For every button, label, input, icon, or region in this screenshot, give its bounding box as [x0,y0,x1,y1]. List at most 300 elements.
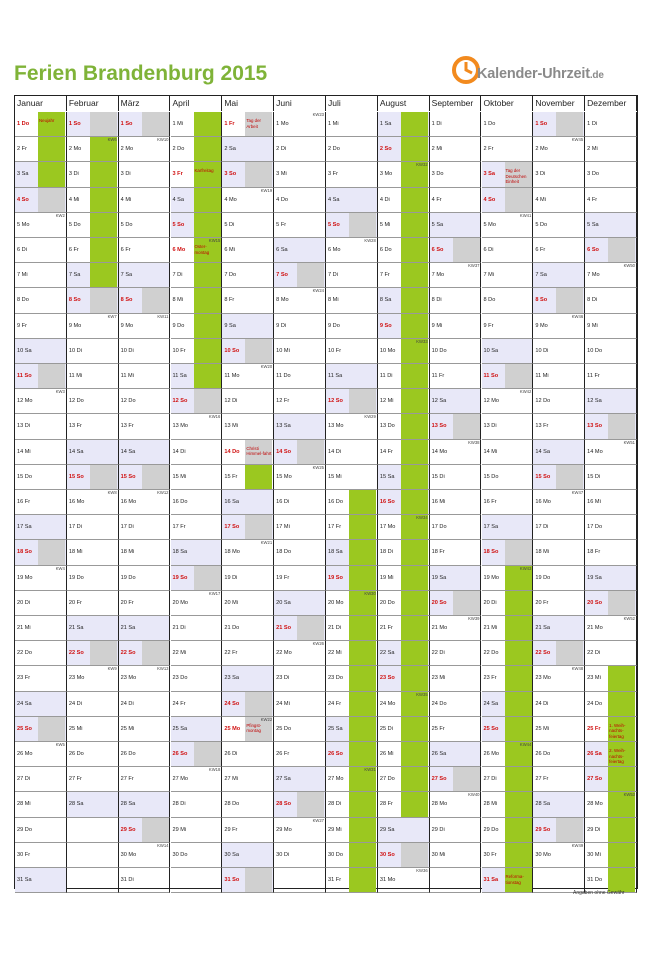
day-label: 24 Di [68,700,82,707]
day-info [556,692,583,716]
day-cell [171,314,223,339]
week-number: KW34 [416,515,428,521]
day-info [608,213,635,237]
day-label: 3 Fr [172,171,183,178]
holiday-note: Neujahr [39,118,55,123]
day-cell [326,818,378,843]
day-cell [326,717,378,742]
day-info [556,288,583,312]
day-info [90,188,117,212]
day-info [349,339,376,363]
day-label: 22 Mi [328,650,342,657]
day-label: 3 Sa [17,171,29,178]
day-label: 9 Mi [587,322,598,329]
day-cell [171,288,223,313]
day-info [401,767,428,791]
day-label: 9 Fr [17,322,27,329]
day-label: 29 So [120,826,136,833]
day-cell [274,692,326,717]
day-info [194,339,221,363]
day-label: 15 Mi [328,473,342,480]
day-label: 15 Di [431,473,445,480]
day-cell [378,490,430,515]
day-label: 27 Mi [224,776,239,783]
day-label: 28 Do [224,801,240,808]
day-info [505,616,532,640]
day-cell [378,818,430,843]
day-label: 30 Mo [535,851,551,858]
day-label: 11 Fr [587,373,600,379]
day-info [505,591,532,615]
day-info [90,616,117,640]
day-label: 21 Mo [431,625,448,631]
day-cell [585,591,637,616]
day-label: 4 Sa [328,196,340,203]
holiday-note: 2. Weih-nachts-feiertag [609,748,626,764]
day-cell [222,868,274,893]
week-number: KW21 [260,540,273,546]
day-info [90,566,117,590]
day-info [297,616,324,640]
day-info [142,566,169,590]
day-cell [222,288,274,313]
day-label: 1 Mi [172,121,184,127]
day-info [142,414,169,438]
day-info [297,591,324,615]
day-info [194,616,221,640]
week-number: KW16 [208,414,221,420]
day-cell [171,364,223,389]
day-cell [274,389,326,414]
day-label: 24 Sa [483,700,499,707]
day-label: 9 So [379,322,392,329]
day-cell [533,162,585,187]
day-cell [222,566,274,591]
day-label: 16 Do [172,499,188,505]
day-label: 1 Di [587,121,598,127]
day-cell [171,818,223,843]
day-info [608,566,635,590]
day-cell [15,288,67,313]
day-info [38,162,65,186]
day-cell [119,263,171,288]
day-info [453,641,480,665]
day-cell [222,213,274,238]
day-info [505,692,532,716]
day-cell [585,641,637,666]
day-cell [274,843,326,868]
day-cell [67,288,119,313]
day-info [349,742,376,766]
day-info [349,616,376,640]
day-label: 23 Fr [483,675,497,682]
day-info [401,540,428,564]
day-info [142,213,169,237]
day-info [556,112,583,136]
day-info [608,666,635,690]
day-label: 10 Sa [17,347,32,354]
day-label: 26 Di [224,751,238,757]
day-info [90,465,117,489]
day-label: 29 Di [587,826,601,833]
holiday-note: 1. Weih-nachts-feiertag [609,722,626,739]
day-label: 14 Sa [120,448,136,455]
day-cell [67,742,119,767]
day-cell [67,364,119,389]
day-info [608,414,635,438]
day-label: 17 Sa [17,524,32,531]
day-cell [222,440,274,465]
day-info [142,364,169,388]
day-info [453,389,480,413]
day-cell [533,213,585,238]
day-cell [171,339,223,364]
day-cell [326,666,378,691]
day-info [38,339,65,363]
day-label: 1 Di [431,121,442,127]
day-info [142,591,169,615]
day-cell [15,137,67,162]
day-cell [119,666,171,691]
day-cell [378,692,430,717]
day-label: 18 So [17,549,32,556]
day-cell [430,641,482,666]
day-cell [326,465,378,490]
day-info [505,515,532,539]
day-label: 4 Mi [120,196,132,203]
day-info [90,364,117,388]
day-info [245,666,272,690]
day-label: 27 So [431,776,447,783]
day-info [401,112,428,136]
day-info [556,818,583,842]
day-label: 13 Mi [224,423,239,430]
day-label: 3 Do [431,171,444,178]
day-info [349,868,376,892]
day-info [349,288,376,312]
day-label: 1 Do [483,121,496,127]
day-cell [222,717,274,742]
day-cell [533,818,585,843]
day-cell [222,515,274,540]
week-number: KW26 [312,641,324,647]
day-label: 10 So [224,347,240,354]
day-info [297,515,324,539]
day-cell [378,591,430,616]
day-label: 16 Do [328,499,343,505]
day-cell [482,414,534,439]
day-cell [119,137,171,162]
day-label: 13 Di [483,423,497,430]
day-cell [378,641,430,666]
day-cell [222,339,274,364]
day-info [349,465,376,489]
day-cell [119,616,171,641]
day-cell [274,414,326,439]
day-label: 18 So [483,549,499,556]
day-info [38,263,65,287]
day-label: 14 Mi [17,448,31,455]
day-info [245,692,272,716]
day-info [608,288,635,312]
day-info [608,490,635,514]
day-info [453,692,480,716]
day-label: 10 Di [120,347,134,354]
week-number: KW3 [55,389,65,395]
day-cell [222,389,274,414]
day-label: 13 So [431,423,447,430]
day-label: 29 Fr [224,826,238,833]
day-label: 4 Mi [535,196,546,203]
day-cell [222,767,274,792]
day-cell [430,238,482,263]
week-number: KW42 [519,389,532,395]
day-label: 6 Fr [120,247,131,253]
day-info [245,843,272,867]
day-label: 11 Sa [172,373,187,379]
day-label: 17 Mo [379,524,396,531]
day-label: 15 Mo [276,473,292,480]
day-label: 24 Mo [379,700,396,707]
day-info [608,339,635,363]
day-label: 25 So [17,725,32,732]
day-cell [171,440,223,465]
day-label: 13 Fr [68,423,82,430]
day-cell [533,263,585,288]
day-label: 28 Fr [379,801,393,808]
day-cell [171,717,223,742]
day-label: 4 So [17,196,29,203]
week-number: KW52 [623,616,635,621]
day-cell [222,137,274,162]
day-label: 29 Di [431,826,445,833]
day-label: 26 Sa [587,751,602,757]
week-number: KW50 [623,263,635,269]
day-info [38,465,65,489]
day-cell [119,515,171,540]
day-cell [15,188,67,213]
day-info [556,515,583,539]
day-info [608,389,635,413]
day-info [608,238,635,262]
day-label: 21 Sa [535,625,550,631]
day-cell [171,137,223,162]
day-info [142,540,169,564]
month-header: Juni [274,96,326,111]
day-cell [222,162,274,187]
day-cell [222,314,274,339]
day-info [453,213,480,237]
day-info [297,767,324,791]
day-info [142,440,169,464]
day-label: 20 So [431,599,447,606]
week-number: KW27 [312,817,324,823]
day-label: 11 Di [379,373,393,379]
day-label: 24 Fr [328,700,342,707]
holiday-note: Pfingst-montag [246,722,262,734]
day-label: 28 Sa [68,801,84,808]
day-label: 27 Mo [328,776,344,783]
day-info [38,616,65,640]
day-cell [119,641,171,666]
day-info [556,389,583,413]
day-cell [119,188,171,213]
day-cell [482,742,534,767]
day-info [608,767,635,791]
day-label: 22 Mo [276,650,292,657]
day-cell [171,692,223,717]
day-label: 3 Di [68,171,79,178]
day-info [142,465,169,489]
day-cell [482,490,534,515]
day-info [38,515,65,539]
day-info [90,767,117,791]
day-label: 27 Sa [276,776,291,783]
day-cell [326,414,378,439]
day-info [194,566,221,590]
day-info [401,238,428,262]
day-label: 27 Fr [120,776,134,783]
day-cell [585,112,637,137]
day-info [245,263,272,287]
day-cell [171,666,223,691]
week-number: KW6 [107,137,117,143]
day-cell [533,717,585,742]
day-label: 17 Di [120,524,134,531]
day-cell [533,414,585,439]
day-label: 30 Mi [431,851,446,858]
day-info [38,868,65,892]
day-cell [171,414,223,439]
day-cell [378,515,430,540]
day-cell [274,238,326,263]
day-info [194,792,221,816]
day-cell [15,515,67,540]
day-cell [533,112,585,137]
day-cell [326,843,378,868]
day-info [556,414,583,438]
day-label: 10 Di [68,347,82,354]
day-info [401,263,428,287]
day-cell [119,213,171,238]
day-label: 30 Di [276,851,290,858]
day-label: 25 Mi [68,725,83,732]
day-info [38,818,65,842]
day-info [142,767,169,791]
day-cell [274,540,326,565]
day-label: 19 Sa [431,574,447,581]
day-cell [533,288,585,313]
day-cell [67,591,119,616]
day-label: 26 Sa [431,751,447,757]
day-info [556,162,583,186]
day-label: 25 Sa [328,725,343,732]
day-cell [482,188,534,213]
day-label: 11 Do [276,373,291,379]
day-label: 12 Sa [587,398,602,405]
day-info [297,263,324,287]
day-cell [326,440,378,465]
day-cell [585,339,637,364]
day-info [142,515,169,539]
day-cell [482,389,534,414]
holiday-note: Christi Himmel-fahrt [246,445,272,457]
day-info [297,162,324,186]
day-info [297,314,324,338]
day-cell [585,616,637,641]
day-cell [67,490,119,515]
day-label: 22 Do [17,650,32,657]
day-info [245,288,272,312]
day-label: 6 Di [17,247,27,253]
day-cell [533,566,585,591]
day-cell [533,843,585,868]
day-label: 18 Mo [224,549,240,556]
day-info [194,818,221,842]
day-cell [274,137,326,162]
day-cell [378,364,430,389]
day-info [505,364,532,388]
day-label: 14 Di [172,448,186,455]
day-info [556,263,583,287]
day-label: 4 Mo [224,196,237,203]
day-label: 20 Fr [535,599,549,606]
day-cell [482,465,534,490]
day-info [453,238,480,262]
day-cell [274,591,326,616]
day-info [349,162,376,186]
day-info [349,364,376,388]
day-label: 21 So [276,625,292,631]
day-cell [482,515,534,540]
day-info [453,465,480,489]
day-info [505,666,532,690]
day-label: 28 Mo [431,801,448,808]
day-label: 21 Mi [483,625,498,631]
day-label: 2 Mo [120,146,134,153]
logo-text[interactable]: Kalender-Uhrzeit.de [477,66,604,82]
day-label: 2 Fr [483,146,494,153]
week-number: KW43 [519,565,532,571]
day-cell [171,465,223,490]
week-number: KW33 [416,338,428,344]
day-cell [15,868,67,893]
day-cell [15,465,67,490]
day-cell [378,540,430,565]
day-label: 24 So [224,700,240,707]
day-label: 30 Sa [224,851,239,858]
day-info [90,641,117,665]
day-label: 5 Fr [276,221,287,228]
day-cell [15,414,67,439]
day-label: 6 Fr [535,247,546,253]
day-cell [482,843,534,868]
day-info [556,792,583,816]
day-cell [67,666,119,691]
day-cell [378,792,430,817]
day-cell [326,868,378,893]
day-cell [274,767,326,792]
day-info [349,692,376,716]
month-header: November [533,96,585,111]
day-info [608,112,635,136]
day-info [505,288,532,312]
day-cell [274,616,326,641]
page-title: Ferien Brandenburg 2015 [14,62,268,85]
day-label: 23 Mi [431,675,446,682]
day-label: 6 Fr [68,247,79,253]
day-info [142,238,169,262]
